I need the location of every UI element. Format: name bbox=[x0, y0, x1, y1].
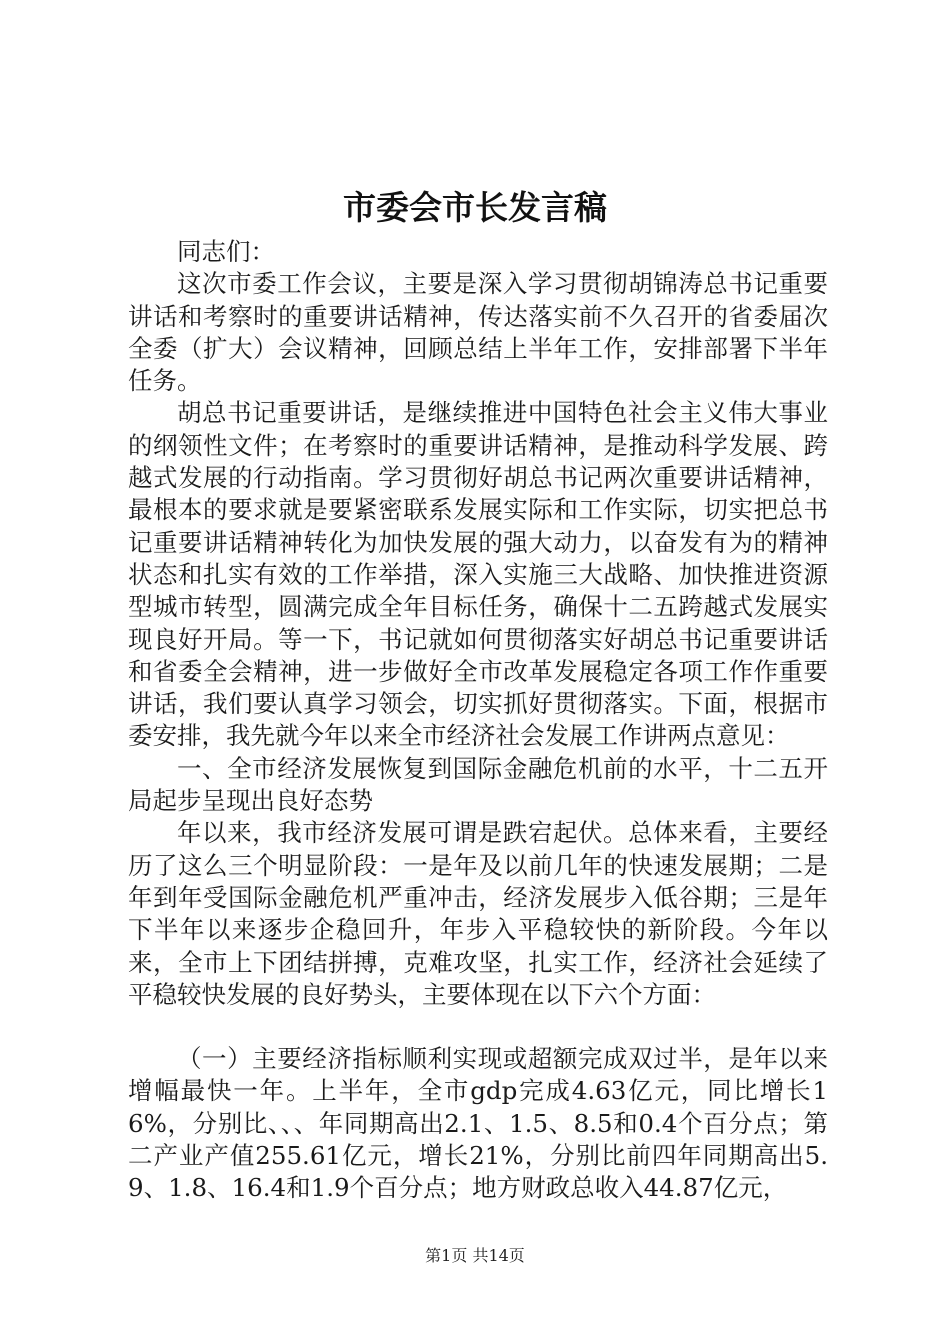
document-title: 市委会市长发言稿 bbox=[343, 188, 607, 227]
section-heading-one: 一、全市经济发展恢复到国际金融危机前的水平，十二五开局起步呈现出良好态势 bbox=[128, 753, 828, 816]
salutation: 同志们： bbox=[177, 237, 275, 266]
paragraph-speech-spirit: 胡总书记重要讲话，是继续推进中国特色社会主义伟大事业的纲领性文件；在考察时的重要讲话精神，是推动科学发展、跨越式发展的行动指南。学习贯彻好胡总书记两次重要讲话精神，最根本的要求就是要紧密联系发展实际和工作实际，切实把总书记重要讲话精神转化为加快发展的强大动力，以奋发有为的精神状态和扎实有效的工作举措，深入实施三大战略、加快推进资源型城市转型，圆满完成全年目标任务，确保十二五跨越式发展实现良好开局。等一下，书记就如何贯彻落实好胡总书记重要讲话和省委全会精神，进一步做好全市改革发展稳定各项工作作重要讲话，我们要认真学习领会，切实抓好贯彻落实。下面，根据市委安排，我先就今年以来全市经济社会发展工作讲两点意见： bbox=[128, 398, 828, 751]
paragraph-development-stages: 年以来，我市经济发展可谓是跌宕起伏。总体来看，主要经历了这么三个明显阶段：一是年及以前几年的快速发展期；二是年到年受国际金融危机严重冲击，经济发展步入低谷期；三是年下半年以来逐步企稳回升，年步入平稳较快的新阶段。今年以来，全市上下团结拼搏，克难攻坚，扎实工作，经济社会延续了平稳较快发展的良好势头，主要体现在以下六个方面： bbox=[128, 818, 828, 1009]
page-number-footer: 第1页 共14页 bbox=[425, 1246, 525, 1265]
paragraph-spacer bbox=[128, 1011, 828, 1043]
document-body bbox=[128, 236, 828, 1205]
paragraph-intro: 这次市委工作会议，主要是深入学习贯彻胡锦涛总书记重要讲话和考察时的重要讲话精神，传达落实前不久召开的省委届次全委（扩大）会议精神，回顾总结上半年工作，安排部署下半年任务。 bbox=[128, 269, 828, 396]
paragraph-economic-indicators: （一）主要经济指标顺利实现或超额完成双过半，是年以来增幅最快一年。上半年，全市gdp完成4.63亿元，同比增长16%，分别比、、、年同期高出2.1、1.5、8.5和0.4个百分点；第二产业产值255.61亿元，增长21%，分别比前四年同期高出5.9、1.8、16.4和1.9个百分点；地方财政总收入44.87亿元， bbox=[128, 1044, 828, 1203]
